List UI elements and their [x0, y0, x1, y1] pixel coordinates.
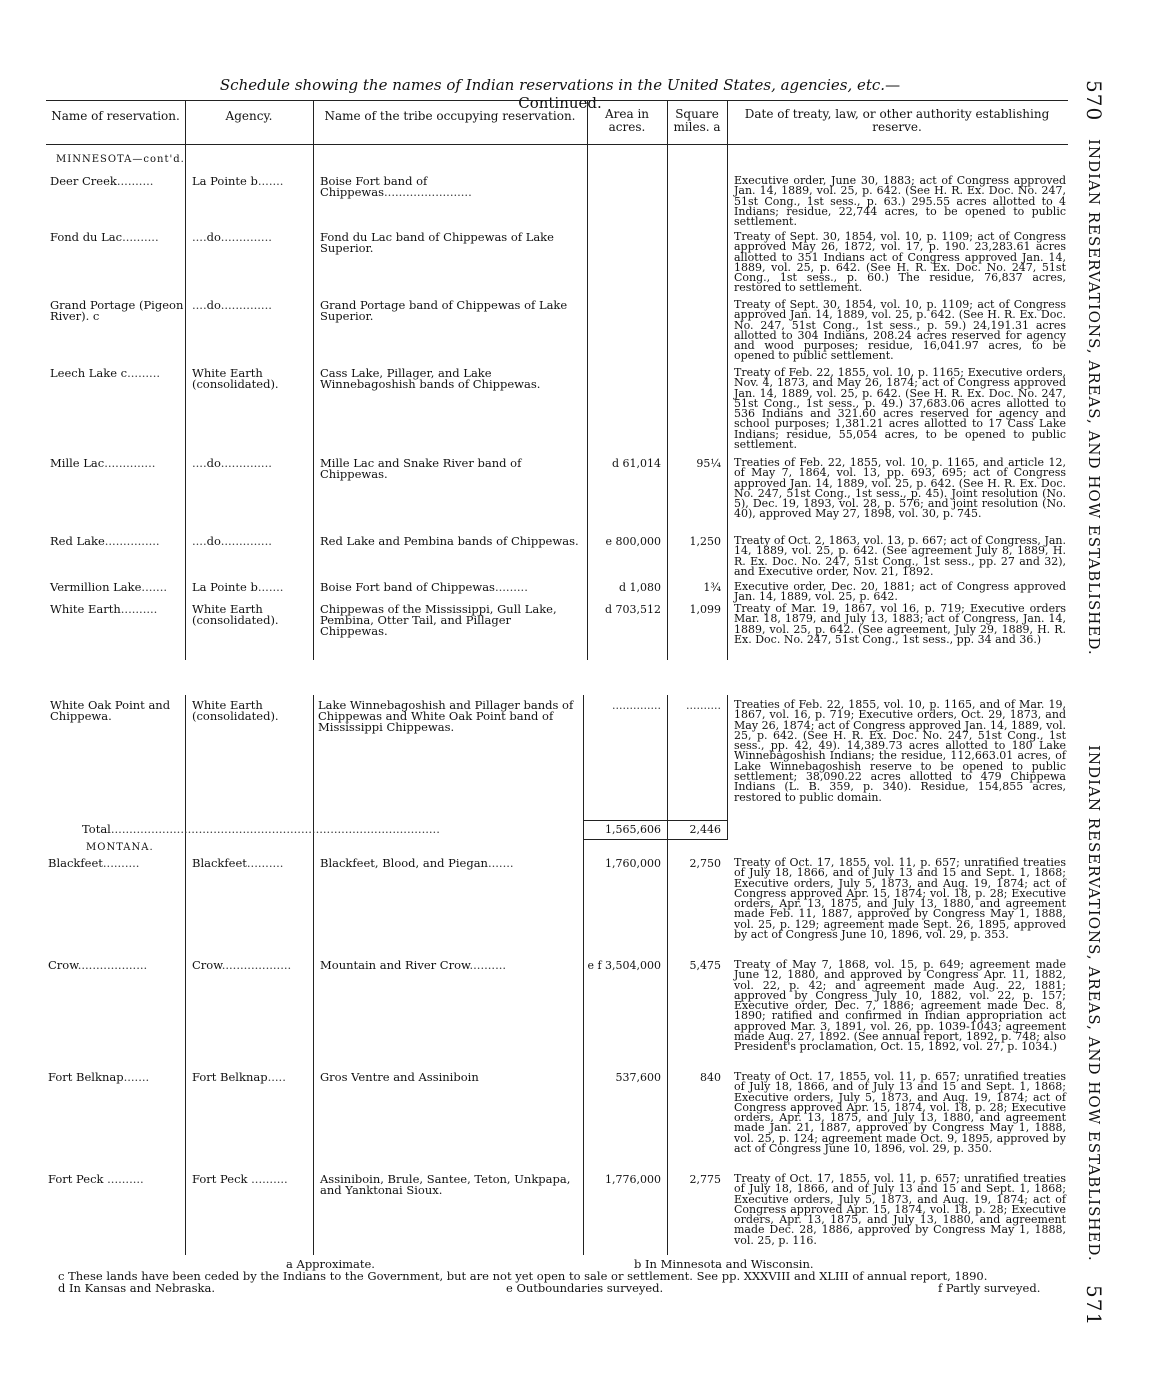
header-agency: Agency. — [225, 109, 273, 123]
side-header-bottom — [1082, 745, 1106, 1339]
reservation-table — [46, 100, 1068, 1250]
row-agency-leech-lake: White Earth (consolidated). — [192, 366, 279, 391]
side-title-bottom: INDIAN RESERVATIONS, AREAS, AND HOW ESTABLISHED. — [1085, 745, 1103, 1262]
row-square-fort-belknap: 840 — [700, 1071, 721, 1084]
footnote-c: c These lands have been ceded by the Indians to the Government, but are not yet open to sale or settlement. See pp. XXXVIII and XLIII of annual report, 1890. — [58, 1269, 988, 1283]
row-area-vermillion-lake: d 1,080 — [618, 581, 661, 594]
row-area-blackfeet: 1,760,000 — [605, 857, 661, 870]
row-authority-vermillion-lake: Executive order, Dec. 20, 1881; act of Congress approved Jan. 14, 1889, vol. 25, p. 642. — [734, 580, 1066, 604]
row-tribe-grand-portage: Grand Portage band of Chippewas of Lake Superior. — [320, 298, 568, 323]
header-tribe: Name of the tribe occupying reservation. — [324, 109, 576, 123]
row-name-white-oak-point: White Oak Point and Chippewa. — [50, 698, 171, 723]
row-agency-red-lake: ....do.............. — [192, 534, 272, 548]
row-authority-white-oak-point: Treaties of Feb. 22, 1855, vol. 10, p. 1165, and of Mar. 19, 1867, vol. 16, p. 719; Executive orders, Oct. 29, 1873, and May 26, 1874; act of Congress approved Jan. 14, 1889, vol. 25, p. 642. (See H. R. Ex. Doc. No. 247, 51st Cong., 1st sess., pp. 42, 49). 14,389.73 acres allotted to 180 Lake Winnebagoshish Indians; the residue, 112,663.01 acres, of Lake Winnebagoshish reserve to be opened to public settlement; 38,090.22 acres allotted to 479 Chippewa Indians (L. B. 359, p. 340). Residue, 154,855 acres, restored to public domain. — [734, 698, 1066, 804]
row-square-white-oak-point: .......... — [686, 699, 721, 712]
row-agency-vermillion-lake: La Pointe b....... — [192, 580, 284, 594]
row-name-fond-du-lac: Fond du Lac.......... — [50, 230, 159, 244]
row-name-leech-lake: Leech Lake c......... — [50, 366, 161, 380]
row-tribe-fort-peck: Assiniboin, Brule, Santee, Teton, Unkpapa, and Yanktonai Sioux. — [320, 1172, 571, 1197]
side-header-top — [1082, 80, 1106, 656]
row-name-deer-creek: Deer Creek.......... — [50, 174, 154, 188]
row-name-white-earth: White Earth.......... — [50, 602, 158, 616]
row-authority-leech-lake: Treaty of Feb. 22, 1855, vol. 10, p. 1165; Executive orders, Nov. 4, 1873, and May 26, 1874; act of Congress approved Jan. 14, 1889, vol. 25, p. 642. (See H. R. Ex. Doc. No. 247, 51st Cong., 1st sess., p. 49.) 37,683.06 acres allotted to 536 Indians and 321.60 acres reserved for agency and school purposes; 1,381.21 acres allotted to 17 Cass Lake Indians; residue, 55,054 acres, to be opened to public settlement. — [734, 366, 1066, 452]
row-tribe-red-lake: Red Lake and Pembina bands of Chippewas. — [320, 534, 579, 548]
row-agency-fort-peck: Fort Peck .......... — [192, 1172, 288, 1186]
row-name-crow: Crow................... — [48, 958, 148, 972]
footnote-e: e Outboundaries surveyed. — [506, 1281, 664, 1295]
row-area-fort-peck: 1,776,000 — [605, 1173, 661, 1186]
row-name-blackfeet: Blackfeet.......... — [48, 856, 140, 870]
row-agency-white-oak-point: White Earth (consolidated). — [192, 698, 279, 723]
total-square: 2,446 — [689, 823, 721, 836]
row-tribe-fond-du-lac: Fond du Lac band of Chippewas of Lake Superior. — [320, 230, 554, 255]
footnotes — [58, 1258, 1058, 1294]
header-name: Name of reservation. — [51, 109, 180, 123]
row-name-red-lake: Red Lake............... — [50, 534, 160, 548]
footnote-f: f Partly surveyed. — [938, 1281, 1041, 1295]
row-area-mille-lac: d 61,014 — [611, 457, 661, 470]
page-title: Schedule showing the names of Indian reservations in the United States, agencies, etc.—Continued. — [219, 76, 901, 112]
row-square-vermillion-lake: 1¾ — [703, 581, 721, 594]
row-area-crow: e f 3,504,000 — [587, 959, 661, 972]
row-tribe-crow: Mountain and River Crow.......... — [320, 958, 507, 972]
row-tribe-blackfeet: Blackfeet, Blood, and Piegan....... — [320, 856, 514, 870]
row-area-white-earth: d 703,512 — [604, 603, 661, 616]
row-authority-white-earth: Treaty of Mar. 19, 1867, vol 16, p. 719; Executive orders Mar. 18, 1879, and July 13, 1883; act of Congress, Jan. 14, 1889, vol. 25, p. 642. (See agreement, July 29, 1889, H. R. Ex. Doc. No. 247, 51st Cong., 1st sess., pp. 34 and 36.) — [734, 602, 1066, 646]
row-authority-crow: Treaty of May 7, 1868, vol. 15, p. 649; agreement made June 12, 1880, and approved by Congress Apr. 11, 1882, vol. 22, p. 42; and agreement made Aug. 22, 1881; approved by Congress July 10, 1882, vol. 22, p. 157; Executive order, Dec. 7, 1886; agreement made Dec. 8, 1890; ratified and confirmed in Indian appropriation act approved Mar. 3, 1891, vol. 26, pp. 1039-1043; agreement made Aug. 27, 1892. (See annual report, 1892, p. 748; also President's proclamation, Oct. 15, 1892, vol. 27, p. 1034.) — [734, 958, 1066, 1054]
page-number-top: 570 — [1082, 80, 1106, 122]
state-montana: MONTANA. — [86, 842, 154, 853]
row-tribe-white-oak-point: Lake Winnebagoshish and Pillager bands of Chippewas and White Oak Point band of Mississippi Chippewas. — [318, 698, 574, 734]
row-square-white-earth: 1,099 — [689, 603, 721, 616]
row-authority-red-lake: Treaty of Oct. 2, 1863, vol. 13, p. 667; act of Congress, Jan. 14, 1889, vol. 25, p. 642. (See agreement July 8, 1889, H. R. Ex. Doc. No. 247, 51st Cong., 1st sess., pp. 27 and 32), and Executive order, Nov. 21, 1892. — [734, 534, 1066, 578]
title-continued: —Continued. — [518, 76, 901, 112]
header-bottom-rule — [46, 144, 1068, 145]
footnote-b: b In Minnesota and Wisconsin. — [634, 1257, 814, 1271]
row-square-crow: 5,475 — [689, 959, 721, 972]
row-area-white-oak-point: .............. — [612, 699, 661, 712]
total-label: Total.......................................................................................... — [82, 822, 440, 836]
row-tribe-vermillion-lake: Boise Fort band of Chippewas......... — [320, 580, 528, 594]
row-tribe-mille-lac: Mille Lac and Snake River band of Chippewas. — [320, 456, 522, 481]
row-authority-fort-belknap: Treaty of Oct. 17, 1855, vol. 11, p. 657; unratified treaties of July 18, 1866, and of July 13 and 15 and Sept. 1, 1868; Executive orders, July 5, 1873, and Aug. 19, 1874; act of Congress approved Apr. 15, 1874, vol. 18, p. 28; Executive orders, Apr. 13, 1875, and July 13, 1880, and agreement made Jan. 21, 1887, approved by Congress May 1, 1888, vol. 25, p. 124; agreement made Oct. 9, 1895, approved by act of Congress June 10, 1896, vol. 29, p. 350. — [734, 1070, 1066, 1156]
row-tribe-leech-lake: Cass Lake, Pillager, and Lake Winnebagoshish bands of Chippewas. — [320, 366, 541, 391]
total-rule — [583, 820, 727, 821]
row-authority-fort-peck: Treaty of Oct. 17, 1855, vol. 11, p. 657; unratified treaties of July 18, 1866, and of July 13 and 15 and Sept. 1, 1868; Executive orders, July 5, 1873, and Aug. 19, 1874; act of Congress approved Apr. 15, 1874, vol. 18, p. 28; Executive orders, Apr. 13, 1875, and July 13, 1880, and agreement made Dec. 28, 1886, approved by Congress May 1, 1888, vol. 25, p. 116. — [734, 1172, 1066, 1247]
row-square-fort-peck: 2,775 — [689, 1173, 721, 1186]
row-square-blackfeet: 2,750 — [689, 857, 721, 870]
row-agency-crow: Crow................... — [192, 958, 292, 972]
row-name-fort-peck: Fort Peck .......... — [48, 1172, 144, 1186]
row-area-red-lake: e 800,000 — [605, 535, 661, 548]
row-area-fort-belknap: 537,600 — [615, 1071, 661, 1084]
row-agency-fond-du-lac: ....do.............. — [192, 230, 272, 244]
row-name-fort-belknap: Fort Belknap....... — [48, 1070, 150, 1084]
row-agency-mille-lac: ....do.............. — [192, 456, 272, 470]
total-area: 1,565,606 — [605, 823, 661, 836]
header-square: Square miles. a — [673, 107, 721, 134]
footnote-a: a Approximate. — [286, 1257, 375, 1271]
side-title-top: INDIAN RESERVATIONS, AREAS, AND HOW ESTABLISHED. — [1085, 138, 1103, 656]
row-agency-blackfeet: Blackfeet.......... — [192, 856, 284, 870]
footnote-d: d In Kansas and Nebraska. — [58, 1281, 216, 1295]
row-authority-grand-portage: Treaty of Sept. 30, 1854, vol. 10, p. 1109; act of Congress approved Jan. 14, 1889, vol. 25, p. 642. (See H. R. Ex. Doc. No. 247, 51st Cong., 1st sess., p. 59.) 24,191.31 acres allotted to 304 Indians, 208.24 acres reserved for agency and wood purposes; residue, 16,041.97 acres, to be opened to public settlement. — [734, 298, 1066, 363]
row-square-red-lake: 1,250 — [689, 535, 721, 548]
table-top-rule — [46, 100, 1068, 101]
page-number-bottom: 571 — [1082, 1285, 1106, 1327]
row-tribe-fort-belknap: Gros Ventre and Assiniboin — [320, 1070, 479, 1084]
row-tribe-white-earth: Chippewas of the Mississippi, Gull Lake, Pembina, Otter Tail, and Pillager Chippewas. — [320, 602, 557, 638]
row-authority-blackfeet: Treaty of Oct. 17, 1855, vol. 11, p. 657; unratified treaties of July 18, 1866, and of July 13 and 15 and Sept. 1, 1868; Executive orders, July 5, 1873, and Aug. 19, 1874; act of Congress approved Apr. 15, 1874; vol. 18, p. 28; Executive orders, Apr. 13, 1875, and July 13, 1880, and agreement made Feb. 11, 1887, approved by Congress May 1, 1888, vol. 25, p. 129; agreement made Sept. 26, 1895, approved by act of Congress June 10, 1896, vol. 29, p. 353. — [734, 856, 1066, 942]
row-tribe-deer-creek: Boise Fort band of Chippewas........................ — [320, 174, 472, 199]
row-name-vermillion-lake: Vermillion Lake....... — [50, 580, 168, 594]
row-agency-fort-belknap: Fort Belknap..... — [192, 1070, 286, 1084]
row-agency-grand-portage: ....do.............. — [192, 298, 272, 312]
row-agency-deer-creek: La Pointe b....... — [192, 174, 284, 188]
header-area: Area in acres. — [604, 107, 650, 134]
total-bottom-rule — [583, 839, 727, 840]
row-square-mille-lac: 95¼ — [696, 457, 721, 470]
header-authority: Date of treaty, law, or other authority establishing reserve. — [744, 107, 1050, 134]
row-authority-fond-du-lac: Treaty of Sept. 30, 1854, vol. 10, p. 1109; act of Congress approved May 26, 1872, vol. 17, p. 190. 23,283.61 acres allotted to 351 Indians act of Congress approved Jan. 14, 1889, vol. 25, p. 642. (See H. R. Ex. Doc. No. 247, 51st Cong., 1st sess., p. 60.) The residue, 76,837 acres, restored to settlement. — [734, 230, 1066, 295]
row-name-grand-portage: Grand Portage (Pigeon River). c — [50, 298, 184, 323]
row-authority-deer-creek: Executive order, June 30, 1883; act of Congress approved Jan. 14, 1889, vol. 25, p. 642. (See H. R. Ex. Doc. No. 247, 51st Cong., 1st sess., p. 63.) 295.55 acres allotted to 4 Indians; residue, 22,744 acres, to be opened to public settlement. — [734, 174, 1066, 229]
row-authority-mille-lac: Treaties of Feb. 22, 1855, vol. 10, p. 1165, and article 12, of May 7, 1864, vol. 13, pp. 693, 695; act of Congress approved Jan. 14, 1889, vol. 25, p. 642. (See H. R. Ex. Doc. No. 247, 51st Cong., 1st sess., p. 45). Joint resolution (No. 5), Dec. 19, 1893, vol. 28, p. 576; and joint resolution (No. 40), approved May 27, 1898, vol. 30, p. 745. — [734, 456, 1066, 521]
row-name-mille-lac: Mille Lac.............. — [50, 456, 156, 470]
row-agency-white-earth: White Earth (consolidated). — [192, 602, 279, 627]
state-minnesota: MINNESOTA—cont'd. — [56, 154, 185, 165]
